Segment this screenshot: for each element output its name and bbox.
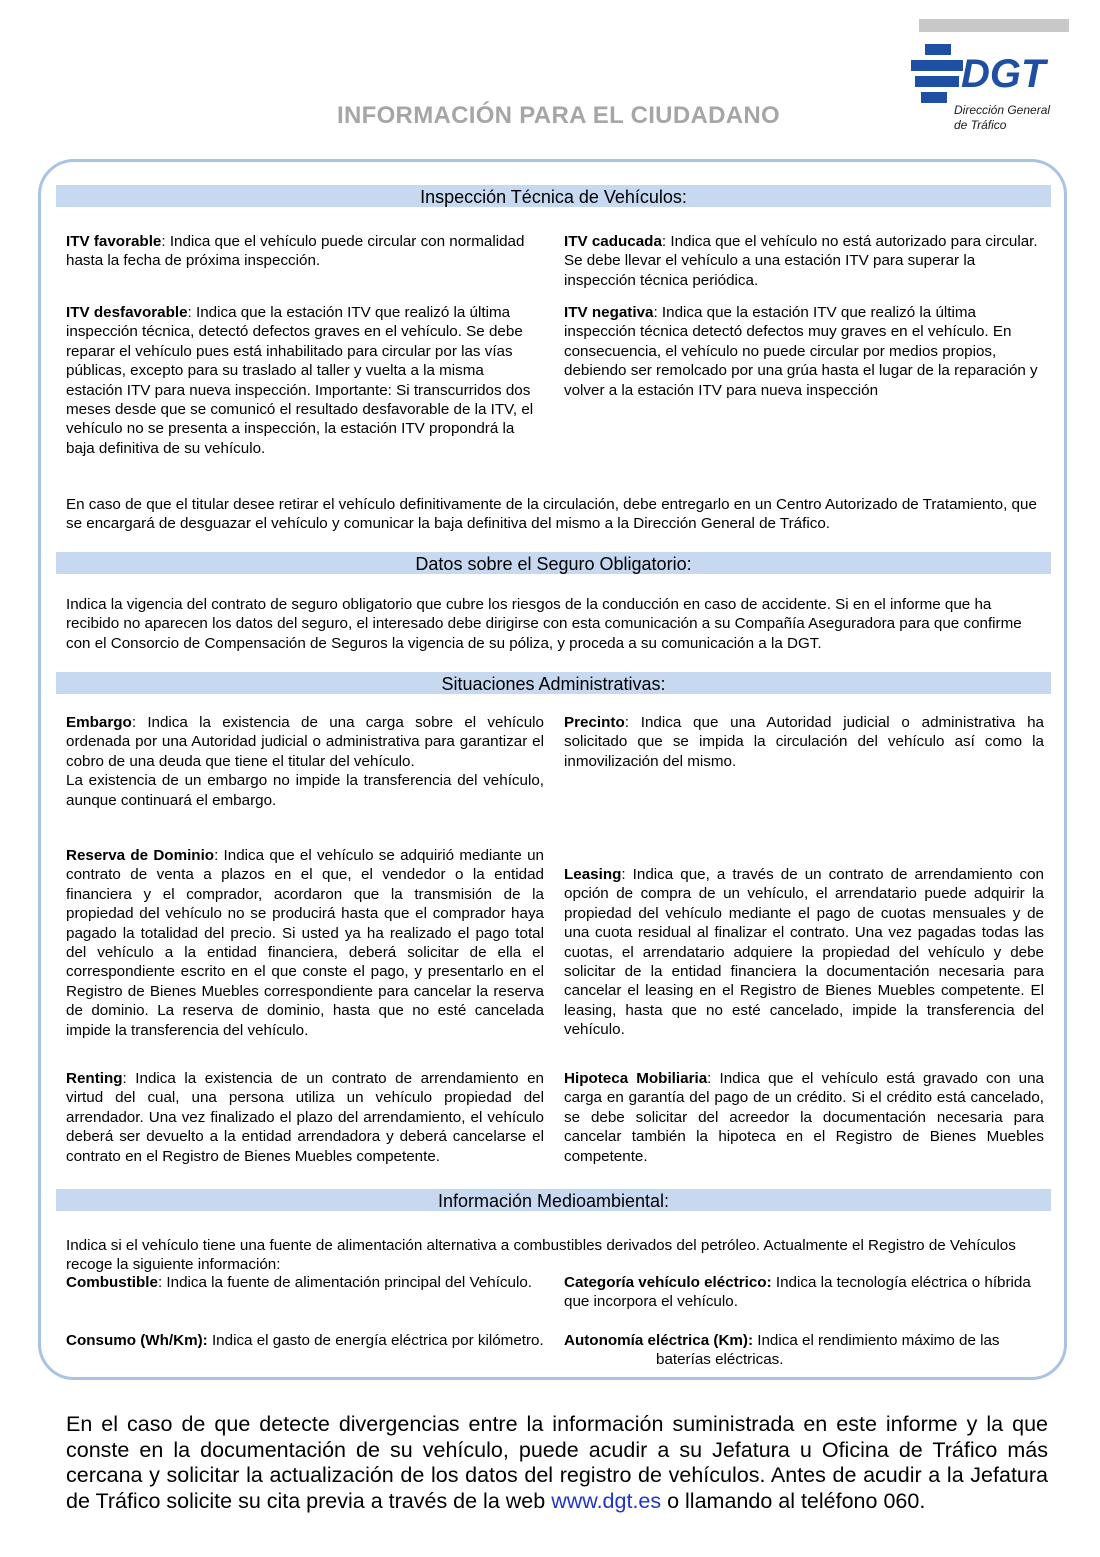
logo-subtitle-line2: de Tráfico	[954, 118, 1007, 132]
admin-embargo	[66, 713, 544, 810]
itv-negativa-text: : Indica que la estación ITV que realizó la última inspección técnica detectó defectos muy graves en el vehículo. En consecuencia, el vehículo no puede circular por medios propios, debiendo ser remolcado por una grúa hasta el lugar de la reparación y volver a la estación ITV para nueva inspección	[564, 304, 1038, 399]
header-bar	[919, 19, 1069, 32]
itv-favorable	[66, 232, 544, 271]
dgt-cross-logo-icon	[909, 42, 1069, 106]
autonomia-text2: baterías eléctricas.	[656, 1351, 784, 1369]
itv-caducada-text: : Indica que el vehículo no está autorizado para circular. Se debe llevar el vehículo a una estación ITV para superar la inspección técnica periódica.	[564, 233, 1038, 289]
itv-heading: Inspección Técnica de Vehículos:	[56, 185, 1051, 207]
admin-leasing	[564, 865, 1044, 1040]
medio-intro: Indica si el vehículo tiene una fuente de alimentación alternativa a combustibles derivados del petróleo. Actualmente el Registro de Vehículos recoge la siguiente información:	[66, 1237, 1016, 1274]
embargo-term: Embargo	[66, 714, 132, 731]
renting-text: : Indica la existencia de un contrato de arrendamiento en virtud del cual, una persona utiliza un vehículo propiedad del arrendador. Una vez finalizado el plazo del arrendamiento, el vehículo deberá ser devuelto a la entidad arrendadora y deberá cancelarse el contrato en el Registro de Bienes Muebles competente.	[66, 1070, 544, 1165]
autonomia-term: Autonomía eléctrica (Km):	[564, 1332, 754, 1349]
itv-desfavorable-text: : Indica que la estación ITV que realizó la última inspección técnica, detectó defectos graves en el vehículo. Se debe reparar el vehículo pues está inhabilitado para circular por las vías públicas, excepto para su traslado al taller y vuelta a la misma estación ITV para nueva inspección. Importante: Si transcurridos dos meses desde que se comunicó el resultado desfavorable de la ITV, el vehículo no se presenta a inspección, la estación ITV propondrá la baja definitiva de su vehículo.	[66, 304, 534, 457]
precinto-text: : Indica que una Autoridad judicial o administrativa ha solicitado que se impida la circulación del vehículo así como la inmovilización del mismo.	[564, 714, 1044, 770]
footer-tail: o llamando al teléfono 060.	[661, 1488, 926, 1513]
seguro-heading: Datos sobre el Seguro Obligatorio:	[56, 552, 1051, 574]
consumo-term: Consumo (Wh/Km):	[66, 1332, 208, 1349]
page-title: INFORMACIÓN PARA EL CIUDADANO	[337, 102, 780, 129]
embargo-extra: La existencia de un embargo no impide la transferencia del vehículo, aunque continuará el embargo.	[66, 772, 544, 809]
medio-heading: Información Medioambiental:	[56, 1189, 1051, 1211]
admin-heading: Situaciones Administrativas:	[56, 672, 1051, 694]
renting-term: Renting	[66, 1070, 123, 1087]
admin-hipoteca	[564, 1069, 1044, 1166]
medio-combustible	[66, 1273, 544, 1292]
logo-subtitle-line1: Dirección General	[954, 103, 1051, 117]
leasing-term: Leasing	[564, 866, 622, 883]
medio-categoria	[564, 1273, 1044, 1312]
hipoteca-text: : Indica que el vehículo está gravado con una carga en garantía del pago de un crédito. Si el crédito está cancelado, se debe solicitar del acreedor la documentación necesaria para cancelar también la hipoteca en el Registro de Bienes Muebles competente.	[564, 1070, 1044, 1165]
itv-favorable-text: : Indica que el vehículo puede circular con normalidad hasta la fecha de próxima inspección.	[66, 233, 525, 270]
admin-precinto	[564, 713, 1044, 771]
admin-reserva-dominio	[66, 846, 544, 1040]
autonomia-text: Indica el rendimiento máximo de las	[753, 1332, 1000, 1349]
medio-autonomia	[564, 1331, 1044, 1370]
categoria-term: Categoría vehículo eléctrico:	[564, 1274, 772, 1291]
hipoteca-term: Hipoteca Mobiliaria	[564, 1070, 708, 1087]
itv-favorable-term: ITV favorable	[66, 233, 162, 250]
itv-desfavorable-term: ITV desfavorable	[66, 304, 188, 321]
itv-retirada: En caso de que el titular desee retirar el vehículo definitivamente de la circulación, debe entregarlo en un Centro Autorizado de Tratamiento, que se encargará de desguazar el vehículo y comunicar la baja definitiva del mismo a la Dirección General de Tráfico.	[66, 496, 1037, 533]
consumo-text: Indica el gasto de energía eléctrica por kilómetro.	[207, 1332, 544, 1349]
itv-negativa-term: ITV negativa	[564, 304, 654, 321]
precinto-term: Precinto	[564, 714, 625, 731]
medio-consumo	[66, 1331, 544, 1350]
leasing-text: : Indica que, a través de un contrato de arrendamiento con opción de compra de un vehículo, el arrendatario puede adquirir la propiedad del vehículo mediante el pago de cuotas mensuales y de una cuota residual al finalizar el contrato. Una vez pagadas todas las cuotas, el arrendatario adquiere la propiedad del vehículo y debe solicitar de la entidad financiera la documentación necesaria para cancelar el leasing en el Registro de Bienes Muebles competente. El leasing, hasta que no esté cancelado, impide la transferencia del vehículo.	[564, 866, 1044, 1039]
footer-notice	[66, 1412, 1048, 1514]
footer-text: En el caso de que detecte divergencias entre la información suministrada en este informe y la que conste en la documentación de su vehículo, puede acudir a su Jefatura u Oficina de Tráfico más cercana y solicitar la actualización de los datos del registro de vehículos. Antes de acudir a la Jefatura de Tráfico solicite su cita previa a través de la web	[66, 1412, 1048, 1513]
itv-caducada	[564, 232, 1044, 290]
embargo-text: : Indica la existencia de una carga sobre el vehículo ordenada por una Autoridad judicial o administrativa para garantizar el cobro de una deuda que tiene el titular del vehículo.	[66, 714, 544, 770]
itv-desfavorable	[66, 303, 544, 458]
categoria-text: Indica la tecnología eléctrica o híbrida que incorpora el vehículo.	[564, 1274, 1031, 1311]
itv-negativa	[564, 303, 1044, 400]
reserva-text: : Indica que el vehículo se adquirió mediante un contrato de venta a plazos en el que, el vendedor o la entidad financiera y el comprador, acordaron que la transmisión de la propiedad del vehículo no se producirá hasta que el comprador haya pagado la totalidad del precio. Si usted ya ha realizado el pago total del vehículo a la entidad financiera, deberá solicitar de ella el correspondiente escrito en el que conste el pago, y presentarlo en el Registro de Bienes Muebles correspondiente para cancelar la reserva de dominio. La reserva de dominio, hasta que no esté cancelada impide la transferencia del vehículo.	[66, 847, 544, 1039]
admin-renting	[66, 1069, 544, 1166]
itv-caducada-term: ITV caducada	[564, 233, 662, 250]
combustible-term: Combustible	[66, 1274, 158, 1291]
combustible-text: : Indica la fuente de alimentación principal del Vehículo.	[157, 1274, 533, 1291]
logo-text: DGT	[961, 52, 1046, 96]
seguro-text: Indica la vigencia del contrato de seguro obligatorio que cubre los riesgos de la conducción en caso de accidente. Si en el informe que ha recibido no aparecen los datos del seguro, el interesado debe dirigirse con esta comunicación a su Compañía Aseguradora para que confirme con el Consorcio de Compensación de Seguros la vigencia de su póliza, y proceda a su comunicación a la DGT.	[66, 596, 1022, 652]
reserva-term: Reserva de Dominio	[66, 847, 215, 864]
dgt-web-link[interactable]: www.dgt.es	[551, 1488, 662, 1513]
